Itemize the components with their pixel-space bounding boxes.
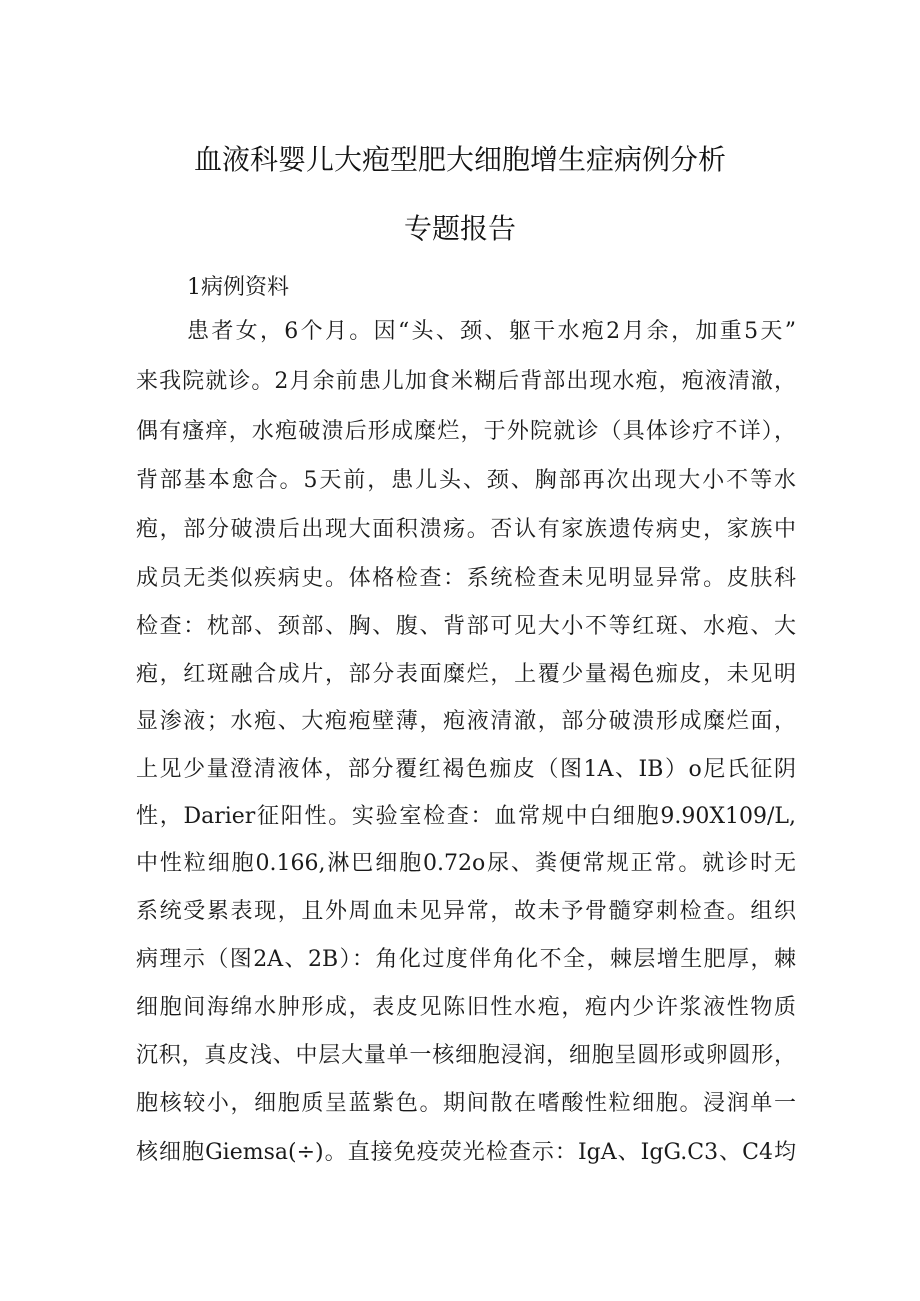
paragraph-line: 患者女，6个月。因“头、颈、躯干水疱2月余，加重5天” — [187, 319, 796, 344]
paragraph-line: 核细胞Giemsa(÷)。直接免疫荧光检查示：IgA、IgG.C3、C4均 — [136, 1140, 796, 1165]
paragraph-line: 系统受累表现，且外周血未见异常，故未予骨髓穿刺检查。组织 — [136, 899, 796, 924]
paragraph-line: 来我院就诊。2月余前患儿加食米糊后背部出现水疱，疱液清澈， — [136, 369, 796, 394]
document-subtitle: 专题报告 — [403, 212, 516, 245]
paragraph-line: 中性粒细胞0.166,淋巴细胞0.72o尿、粪便常规正常。就诊时无 — [136, 851, 796, 876]
paragraph-line: 背部基本愈合。5天前，患儿头、颈、胸部再次出现大小不等水 — [136, 468, 796, 493]
paragraph-line: 病理示（图2A、2B）：角化过度伴角化不全，棘层增生肥厚，棘 — [136, 947, 796, 972]
paragraph-line: 疱，部分破溃后出现大面积溃疡。否认有家族遗传病史，家族中 — [136, 517, 796, 542]
paragraph-line: 胞核较小，细胞质呈蓝紫色。期间散在嗜酸性粒细胞。浸润单一 — [136, 1091, 796, 1116]
section-heading: 1病例资料 — [187, 275, 289, 300]
paragraph-line: 成员无类似疾病史。体格检查：系统检查未见明显异常。皮肤科 — [136, 566, 796, 591]
paragraph-line: 细胞间海绵水肿形成，表皮见陈旧性水疱，疱内少许浆液性物质 — [136, 995, 796, 1020]
paragraph-line: 上见少量澄清液体，部分覆红褐色痂皮（图1A、IB）o尼氏征阴 — [136, 757, 796, 782]
paragraph-line: 显渗液；水疱、大疱疱壁薄，疱液清澈，部分破溃形成糜烂面， — [136, 709, 796, 734]
paragraph-line: 沉积，真皮浅、中层大量单一核细胞浸润，细胞呈圆形或卵圆形， — [136, 1043, 796, 1068]
paragraph-line: 性，Darier征阳性。实验室检查：血常规中白细胞9.90X109/L, — [136, 804, 796, 829]
paragraph-line: 疱，红斑融合成片，部分表面糜烂，上覆少量褐色痂皮，未见明 — [136, 662, 796, 687]
paragraph-line: 检查：枕部、颈部、胸、腹、背部可见大小不等红斑、水疱、大 — [136, 614, 796, 639]
paragraph-line: 偶有瘙痒，水疱破溃后形成糜烂，于外院就诊（具体诊疗不详）， — [136, 419, 796, 444]
document-title: 血液科婴儿大疱型肥大细胞增生症病例分析 — [193, 143, 726, 176]
